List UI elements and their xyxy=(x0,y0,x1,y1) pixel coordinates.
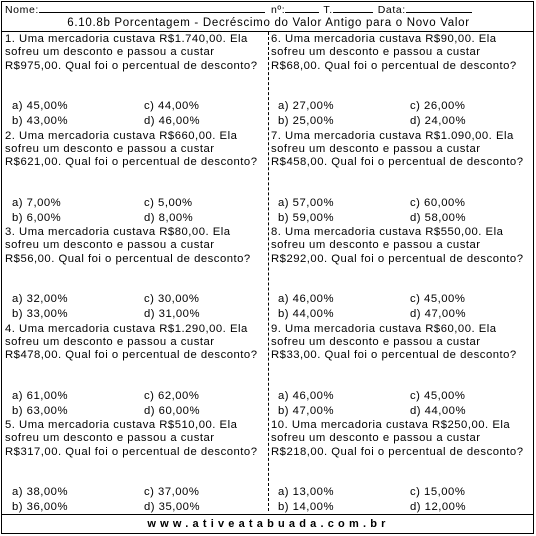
answer-option[interactable]: a) 27,00% xyxy=(278,100,334,112)
answer-option[interactable]: c) 15,00% xyxy=(410,486,466,498)
number-label: nº: xyxy=(270,4,286,16)
answer-option[interactable]: b) 33,00% xyxy=(12,308,68,320)
answer-option[interactable]: c) 26,00% xyxy=(410,100,466,112)
question-5 xyxy=(5,419,263,513)
worksheet xyxy=(1,1,534,534)
answer-option[interactable]: b) 14,00% xyxy=(278,501,334,513)
name-field[interactable] xyxy=(39,3,265,13)
answer-option[interactable]: c) 5,00% xyxy=(144,196,193,209)
date-field[interactable] xyxy=(406,3,472,13)
answer-option[interactable]: d) 44,00% xyxy=(410,404,466,417)
answer-option[interactable]: a) 45,00% xyxy=(12,100,68,112)
answer-option[interactable]: d) 31,00% xyxy=(144,308,200,320)
date-label: Data: xyxy=(377,4,406,16)
answer-option[interactable]: c) 62,00% xyxy=(144,389,200,402)
footer-divider xyxy=(2,514,533,515)
question-9 xyxy=(271,322,529,417)
question-6 xyxy=(271,33,529,127)
question-text: 2. Uma mercadoria custava R$660,00. Ela sofreu um desconto e passou a custar R$621,00. Qual foi o percentual de desconto? xyxy=(5,129,258,169)
answer-option[interactable]: a) 46,00% xyxy=(278,389,334,402)
answer-option[interactable]: a) 46,00% xyxy=(278,293,334,305)
answer-option[interactable]: a) 13,00% xyxy=(278,486,334,498)
answer-option[interactable]: b) 6,00% xyxy=(12,211,62,224)
question-text: 9. Uma mercadoria custava R$60,00. Ela sofreu um desconto e passou a custar R$33,00. Qual foi o percentual de desconto? xyxy=(271,322,517,362)
answer-option[interactable]: a) 7,00% xyxy=(12,196,62,209)
answer-option[interactable]: b) 47,00% xyxy=(278,404,334,417)
column-divider xyxy=(268,32,269,511)
question-2 xyxy=(5,129,263,224)
question-4 xyxy=(5,322,263,417)
answer-option[interactable]: d) 46,00% xyxy=(144,115,200,127)
question-3 xyxy=(5,226,263,320)
answer-option[interactable]: b) 36,00% xyxy=(12,501,68,513)
question-text: 5. Uma mercadoria custava R$510,00. Ela sofreu um desconto e passou a custar R$317,00. Qual foi o percentual de desconto? xyxy=(5,419,258,458)
question-text: 1. Uma mercadoria custava R$1.740,00. Ela sofreu um desconto e passou a custar R$975,00. Qual foi o percentual de desconto? xyxy=(5,33,258,72)
answer-option[interactable]: d) 35,00% xyxy=(144,501,200,513)
class-field[interactable] xyxy=(333,3,373,13)
answer-option[interactable]: c) 44,00% xyxy=(144,100,200,112)
answer-option[interactable]: c) 45,00% xyxy=(410,293,466,305)
answer-option[interactable]: a) 38,00% xyxy=(12,486,68,498)
question-1 xyxy=(5,33,263,127)
answer-option[interactable]: d) 8,00% xyxy=(144,211,194,224)
question-text: 7. Uma mercadoria custava R$1.090,00. Ela sofreu um desconto e passou a custar R$458,00. Qual foi o percentual de desconto? xyxy=(271,129,524,169)
question-text: 6. Uma mercadoria custava R$90,00. Ela sofreu um desconto e passou a custar R$68,00. Qual foi o percentual de desconto? xyxy=(271,33,517,72)
worksheet-title: 6.10.8b Porcentagem - Decréscimo do Valor Antigo para o Novo Valor xyxy=(67,17,470,29)
answer-option[interactable]: c) 45,00% xyxy=(410,389,466,402)
answer-option[interactable]: a) 61,00% xyxy=(12,389,68,402)
question-text: 3. Uma mercadoria custava R$80,00. Ela sofreu um desconto e passou a custar R$56,00. Qual foi o percentual de desconto? xyxy=(5,226,251,265)
answer-option[interactable]: b) 44,00% xyxy=(278,308,334,320)
number-field[interactable] xyxy=(285,3,319,13)
class-label: T. xyxy=(323,4,333,16)
answer-option[interactable]: c) 30,00% xyxy=(144,293,200,305)
question-7 xyxy=(271,129,529,224)
answer-option[interactable]: d) 12,00% xyxy=(410,501,466,513)
question-text: 4. Uma mercadoria custava R$1.290,00. Ela sofreu um desconto e passou a custar R$478,00. Qual foi o percentual de desconto? xyxy=(5,322,258,362)
answer-option[interactable]: d) 24,00% xyxy=(410,115,466,127)
student-header xyxy=(5,3,472,16)
answer-option[interactable]: b) 59,00% xyxy=(278,211,334,224)
question-10 xyxy=(271,419,529,513)
question-text: 8. Uma mercadoria custava R$550,00. Ela sofreu um desconto e passou a custar R$292,00. Qual foi o percentual de desconto? xyxy=(271,226,524,265)
answer-option[interactable]: a) 32,00% xyxy=(12,293,68,305)
answer-option[interactable]: c) 37,00% xyxy=(144,486,200,498)
answer-option[interactable]: b) 43,00% xyxy=(12,115,68,127)
question-text: 10. Uma mercadoria custava R$250,00. Ela sofreu um desconto e passou a custar R$218,00. Qual foi o percentual de desconto? xyxy=(271,419,524,458)
site-footer: www.ativeatabuada.com.br xyxy=(147,518,390,530)
answer-option[interactable]: b) 63,00% xyxy=(12,404,68,417)
answer-option[interactable]: a) 57,00% xyxy=(278,196,334,209)
name-label: Nome: xyxy=(5,4,39,16)
answer-option[interactable]: d) 47,00% xyxy=(410,308,466,320)
question-8 xyxy=(271,226,529,320)
answer-option[interactable]: c) 60,00% xyxy=(410,196,466,209)
answer-option[interactable]: b) 25,00% xyxy=(278,115,334,127)
answer-option[interactable]: d) 58,00% xyxy=(410,211,466,224)
answer-option[interactable]: d) 60,00% xyxy=(144,404,200,417)
